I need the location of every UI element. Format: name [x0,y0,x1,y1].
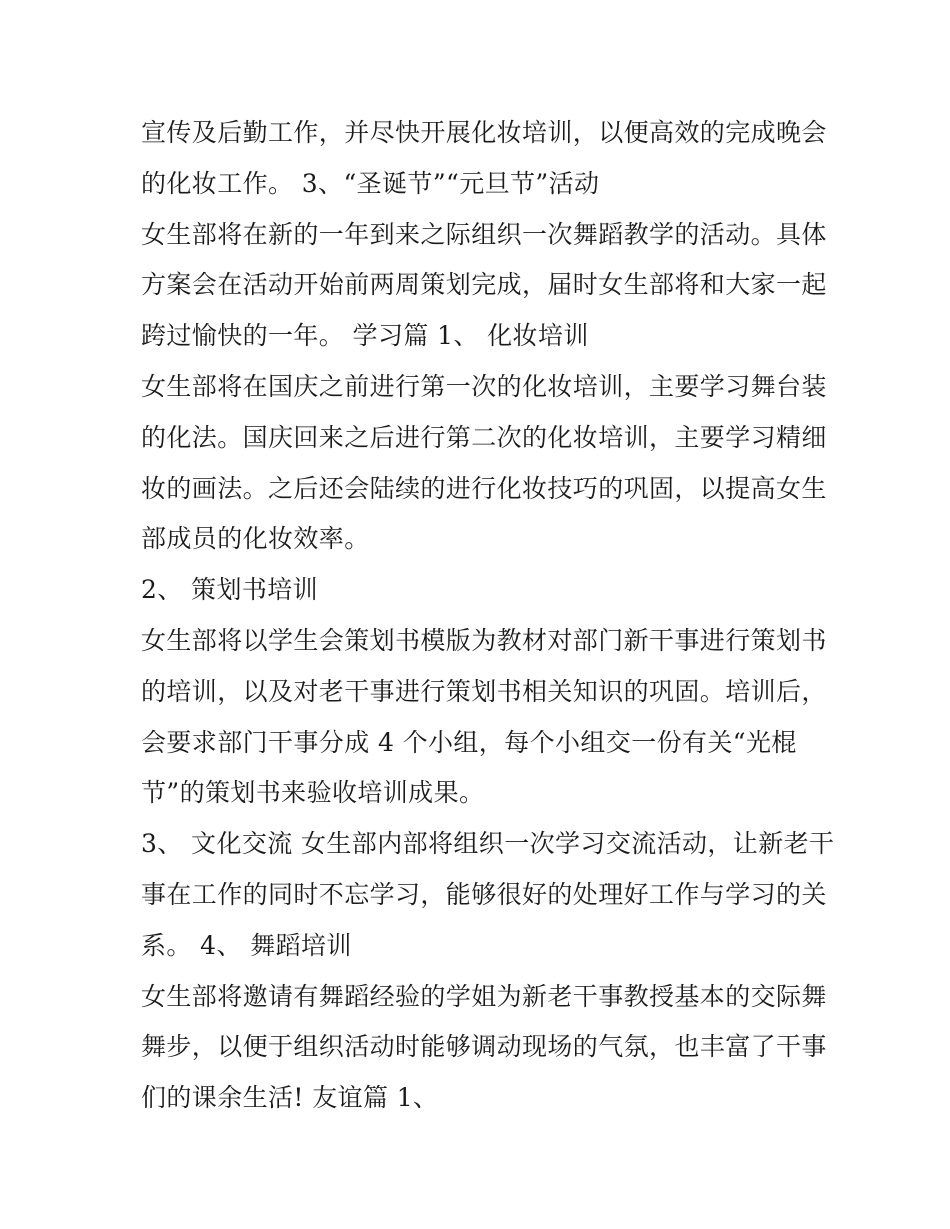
body-text [141,108,835,1124]
text-line: 2、 策划书培训 [141,575,319,605]
text-line: 女生部将在新的一年到来之际组织一次舞蹈教学的活动。具体 [141,219,827,249]
text-line: 女生部将邀请有舞蹈经验的学姐为新老干事教授基本的交际舞 [141,981,827,1011]
text-line: 舞步，以便于组织活动时能够调动现场的气氛，也丰富了干事 [141,1032,827,1062]
text-line: 跨过愉快的一年。 学习篇 1、 化妆培训 [141,321,589,351]
text-line: 的培训，以及对老干事进行策划书相关知识的巩固。培训后， [141,676,827,706]
text-line: 女生部将在国庆之前进行第一次的化妆培训，主要学习舞台装 [141,371,827,401]
text-line: 的化法。国庆回来之后进行第二次的化妆培训，主要学习精细 [141,422,827,452]
text-line: 妆的画法。之后还会陆续的进行化妆技巧的巩固，以提高女生 [141,473,827,503]
text-line: 方案会在活动开始前两周策划完成，届时女生部将和大家一起 [141,270,827,300]
text-line: 女生部将以学生会策划书模版为教材对部门新干事进行策划书 [141,625,827,655]
text-line: 部成员的化妆效率。 [141,524,370,554]
text-line: 节”的策划书来验收培训成果。 [141,778,485,808]
text-line: 的化妆工作。 3、“圣诞节”“元旦节”活动 [141,168,600,198]
text-line: 3、 文化交流 女生部内部将组织一次学习交流活动，让新老干 [141,829,835,859]
text-line: 会要求部门干事分成 4 个小组，每个小组交一份有关“光棍 [141,727,797,757]
text-line: 事在工作的同时不忘学习，能够很好的处理好工作与学习的关 [141,879,827,909]
text-line: 宣传及后勤工作，并尽快开展化妆培训，以便高效的完成晚会 [141,118,827,147]
text-line: 们的课余生活! 友谊篇 1、 [141,1083,439,1113]
text-line: 系。 4、 舞蹈培训 [141,930,352,960]
